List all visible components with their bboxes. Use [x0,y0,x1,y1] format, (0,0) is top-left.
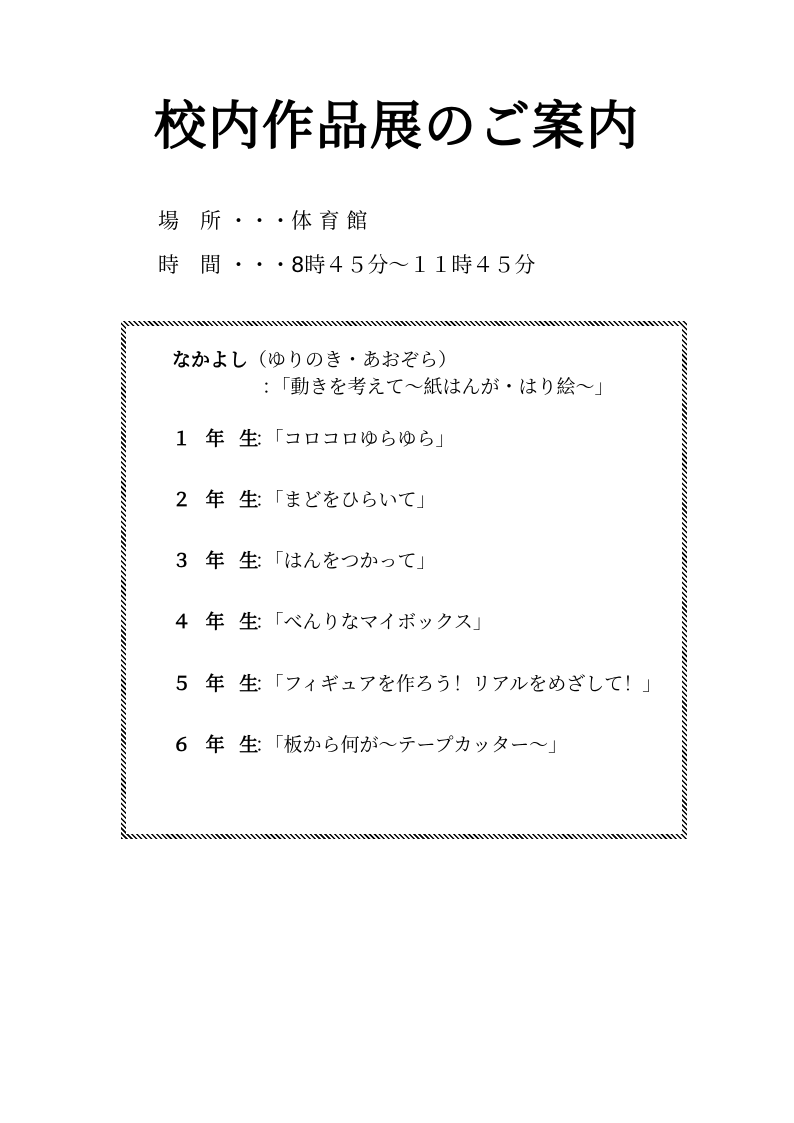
time-label: 時 間 [158,253,221,277]
page-title: 校内作品展のご案内 [153,96,640,157]
work-title: ：「はんをつかって」 [255,550,436,572]
list-item [172,426,455,452]
list-item [172,732,567,758]
grade-label: ２ 年 生 [172,489,263,511]
place-label: 場 所 [158,209,221,233]
nakayoshi-work: ：「動きを考えて〜紙はんが・はり絵〜」 [262,376,614,398]
work-title: ：「まどをひらいて」 [255,489,436,511]
work-title: ：「べんりなマイボックス」 [255,611,492,633]
grade-label: ６ 年 生 [172,734,263,756]
time-line [158,250,535,280]
time-value: ・・・8時４５分〜１１時４５分 [228,253,536,277]
list-item [172,487,436,513]
work-title: ：「コロコロゆらゆら」 [255,428,455,450]
place-line [158,206,367,236]
list-item [172,548,436,574]
list-item [172,671,661,697]
grade-label: ５ 年 生 [172,673,263,695]
work-title: ：「板から何が〜テープカッター〜」 [255,734,568,756]
grade-label: １ 年 生 [172,428,263,450]
grade-label: ４ 年 生 [172,611,263,633]
nakayoshi-label: なかよし [172,349,249,371]
place-value: ・・・体 育 館 [228,209,368,233]
grade-label: ３ 年 生 [172,550,263,572]
nakayoshi-line [172,347,457,373]
work-title: ：「フィギュアを作ろう！リアルをめざして！」 [255,673,662,695]
nakayoshi-classes: （ゆりのき・あおぞら） [248,349,458,371]
list-item [172,609,492,635]
